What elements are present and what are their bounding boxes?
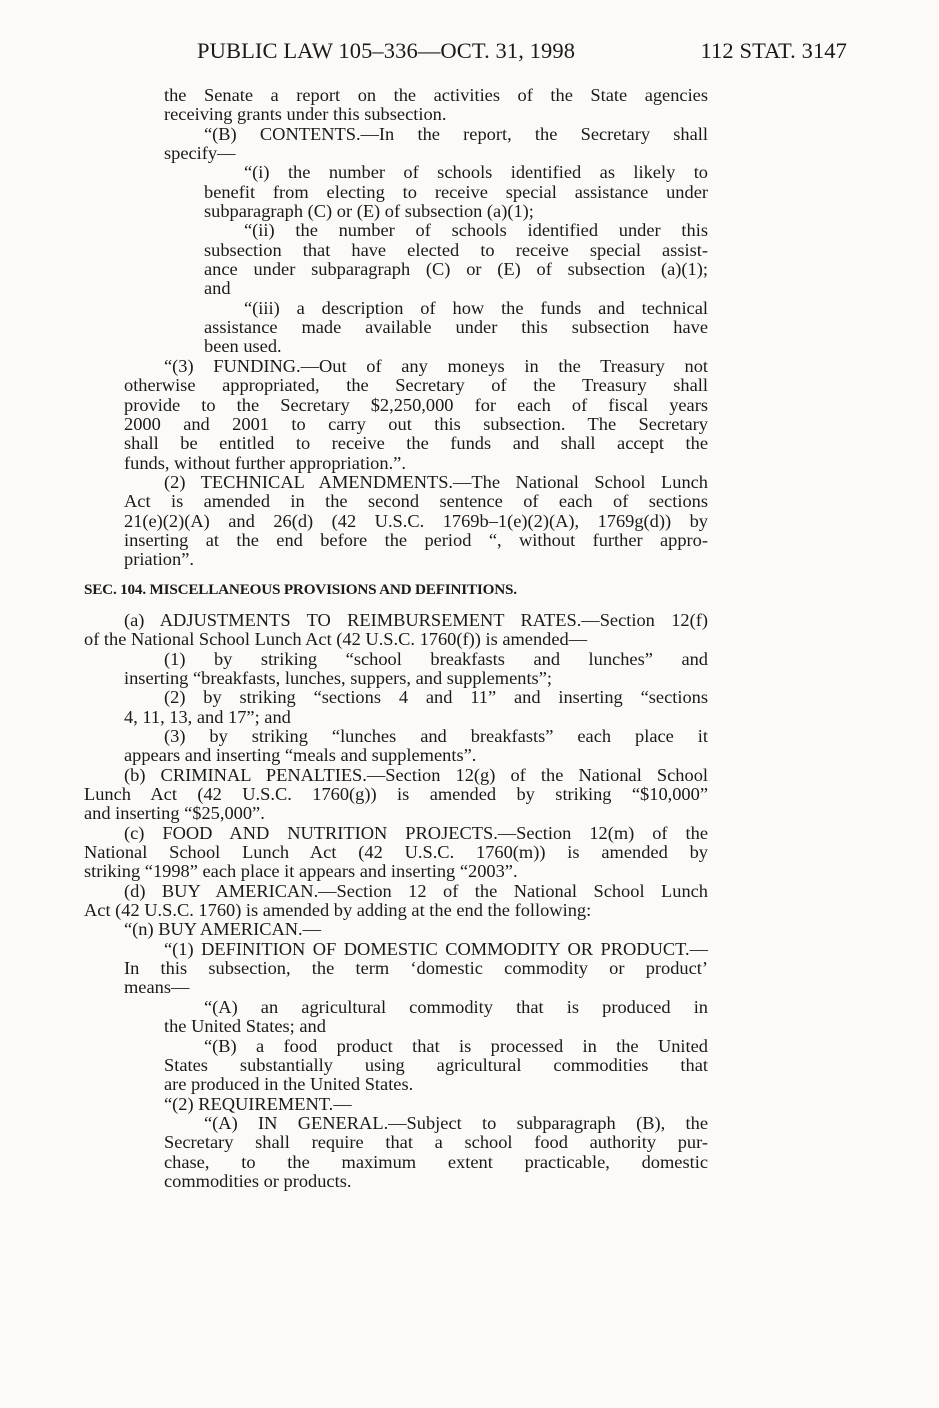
text-line: “(B) a food product that is processed in the United — [204, 1035, 708, 1056]
text-line: Lunch Act (42 U.S.C. 1760(g)) is amended by striking “$10,000” — [84, 784, 708, 805]
text-line: appears and inserting “meals and supplements”. — [124, 745, 477, 766]
running-header-law: PUBLIC LAW 105–336—OCT. 31, 1998 — [197, 38, 576, 63]
text-line: “(A) IN GENERAL.—Subject to subparagraph (B), the — [204, 1112, 708, 1133]
text-line: shall be entitled to receive the funds and shall accept the — [124, 433, 708, 454]
text-line: been used. — [204, 336, 282, 357]
text-line: (1) by striking “school breakfasts and lunches” and — [164, 648, 708, 669]
text-line: “(n) BUY AMERICAN.— — [124, 919, 322, 940]
text-line: “(2) REQUIREMENT.— — [164, 1093, 352, 1114]
text-line: ance under subparagraph (C) or (E) of subsection (a)(1); — [204, 259, 708, 280]
text-line: Secretary shall require that a school food authority pur- — [164, 1132, 708, 1153]
text-line: subsection that have elected to receive special assist- — [204, 239, 708, 260]
text-line: and inserting “$25,000”. — [84, 803, 265, 824]
text-line: of the National School Lunch Act (42 U.S.C. 1760(f)) is amended— — [84, 629, 588, 650]
text-line: the Senate a report on the activities of the State agencies — [164, 85, 708, 105]
text-line: the United States; and — [164, 1016, 326, 1037]
text-line: “(B) CONTENTS.—In the report, the Secretary shall — [204, 123, 708, 144]
text-line: inserting “breakfasts, lunches, suppers, and supplements”; — [124, 667, 552, 688]
text-line: “(i) the number of schools identified as likely to — [244, 162, 708, 183]
section-heading: SEC. 104. MISCELLANEOUS PROVISIONS AND DEFINITIONS. — [84, 580, 517, 598]
text-line: 21(e)(2)(A) and 26(d) (42 U.S.C. 1769b–1(e)(2)(A), 1769g(d)) by — [124, 510, 708, 531]
text-line: means— — [124, 977, 190, 998]
text-line: (c) FOOD AND NUTRITION PROJECTS.—Section 12(m) of the — [124, 822, 708, 843]
text-line: “(iii) a description of how the funds and technical — [244, 297, 708, 318]
text-line: “(A) an agricultural commodity that is produced in — [204, 996, 708, 1017]
text-line: striking “1998” each place it appears and inserting “2003”. — [84, 861, 518, 882]
text-line: funds, without further appropriation.”. — [124, 452, 406, 473]
text-line: (a) ADJUSTMENTS TO REIMBURSEMENT RATES.—Section 12(f) — [124, 609, 708, 630]
text-line: provide to the Secretary $2,250,000 for each of fiscal years — [124, 394, 708, 415]
text-line: chase, to the maximum extent practicable, domestic — [164, 1151, 708, 1172]
text-line: “(1) DEFINITION OF DOMESTIC COMMODITY OR PRODUCT.— — [164, 938, 708, 959]
text-line: States substantially using agricultural commodities that — [164, 1054, 708, 1075]
text-line: (2) by striking “sections 4 and 11” and inserting “sections — [164, 687, 708, 708]
text-line: subparagraph (C) or (E) of subsection (a)(1); — [204, 201, 534, 222]
text-line: (3) by striking “lunches and breakfasts” each place it — [164, 726, 708, 746]
running-header-statute: 112 STAT. 3147 — [700, 38, 847, 63]
text-line: Act is amended in the second sentence of each of sections — [124, 491, 708, 512]
text-line: receiving grants under this subsection. — [164, 104, 447, 125]
document-body — [84, 86, 708, 1191]
text-line: otherwise appropriated, the Secretary of the Treasury shall — [124, 375, 708, 396]
text-line: 4, 11, 13, and 17”; and — [124, 706, 291, 727]
text-line: and — [204, 278, 231, 299]
text-line: National School Lunch Act (42 U.S.C. 1760(m)) is amended by — [84, 842, 708, 863]
text-line: (b) CRIMINAL PENALTIES.—Section 12(g) of the National School — [124, 764, 708, 785]
text-line: “(3) FUNDING.—Out of any moneys in the Treasury not — [164, 355, 708, 376]
text-line: (2) TECHNICAL AMENDMENTS.—The National School Lunch — [164, 471, 708, 492]
text-line: Act (42 U.S.C. 1760) is amended by adding at the end the following: — [84, 900, 592, 921]
text-line: 2000 and 2001 to carry out this subsection. The Secretary — [124, 413, 708, 434]
text-line: benefit from electing to receive special assistance under — [204, 181, 708, 202]
text-line: priation”. — [124, 549, 194, 570]
text-line: “(ii) the number of schools identified under this — [244, 220, 708, 241]
text-line: assistance made available under this subsection have — [204, 317, 708, 338]
text-line: specify— — [164, 143, 236, 164]
text-line: are produced in the United States. — [164, 1074, 414, 1095]
text-line: (d) BUY AMERICAN.—Section 12 of the National School Lunch — [124, 880, 708, 901]
text-line: In this subsection, the term ‘domestic commodity or product’ — [124, 958, 708, 979]
text-line: commodities or products. — [164, 1170, 352, 1191]
text-line: inserting at the end before the period “, without further appro- — [124, 529, 708, 550]
